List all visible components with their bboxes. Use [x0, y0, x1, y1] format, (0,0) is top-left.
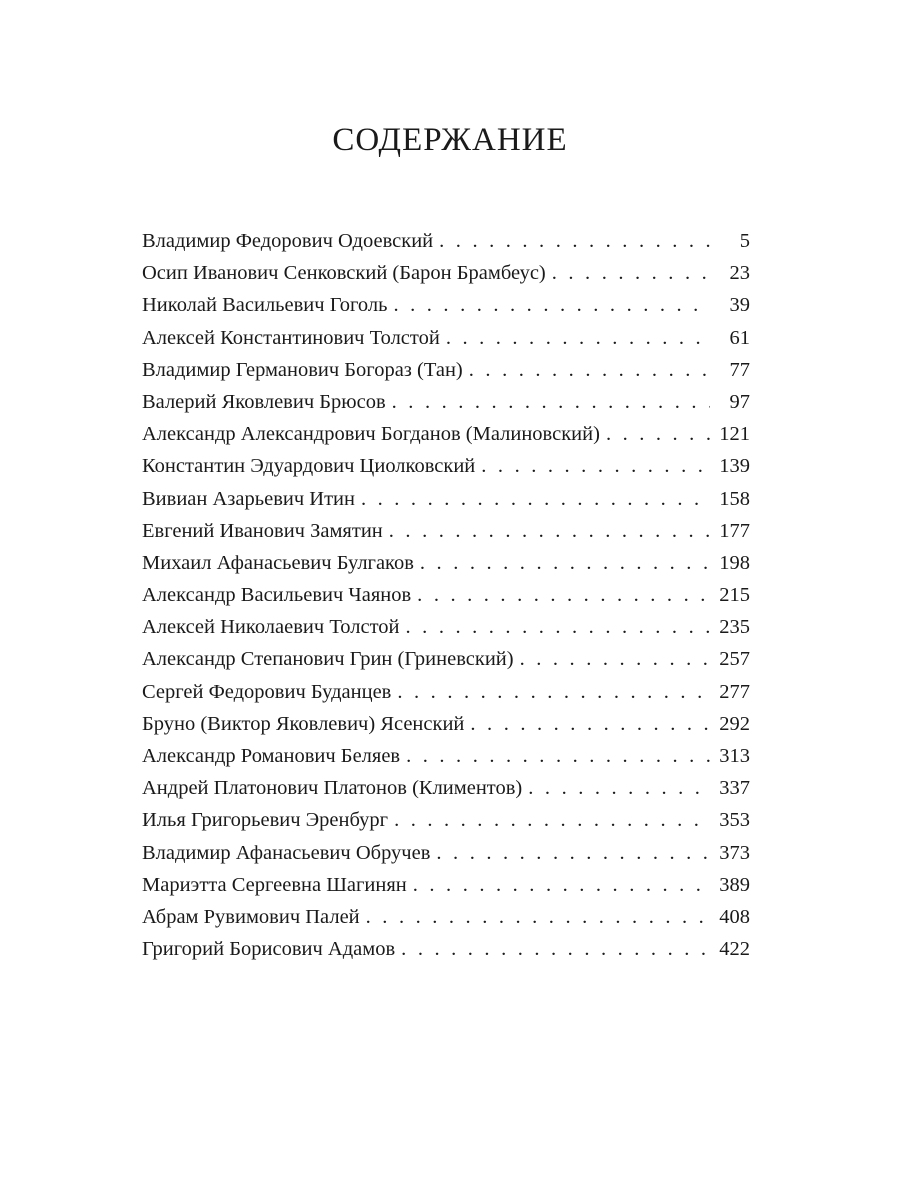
toc-entry-page-number: 353	[719, 809, 750, 832]
dot-leader	[436, 837, 710, 869]
toc-entry-page-number: 97	[729, 390, 750, 413]
toc-entry-page-number: 277	[719, 680, 750, 703]
dot-leader	[394, 804, 710, 836]
toc-entry-title: Владимир Федорович Одоевский	[142, 230, 434, 252]
toc-entry	[142, 676, 750, 708]
toc-entry-page-number: 39	[729, 294, 750, 317]
toc-entry-page-number: 139	[719, 455, 750, 478]
dot-leader	[439, 225, 710, 257]
toc-entry-title: Сергей Федорович Буданцев	[142, 680, 392, 703]
dot-leader	[469, 354, 710, 386]
toc-entry-title: Алексей Константинович Толстой	[142, 326, 440, 349]
dot-leader	[406, 611, 710, 643]
toc-entry	[142, 386, 750, 418]
toc-entry-page-number: 313	[719, 745, 750, 767]
toc-entry	[142, 515, 750, 547]
toc-entry	[142, 225, 750, 257]
toc-entry-title: Бруно (Виктор Яковлевич) Ясенский	[142, 712, 465, 735]
toc-entry-title: Владимир Германович Богораз (Тан)	[142, 358, 463, 381]
toc-entry-page-number: 121	[719, 423, 750, 446]
toc-entry-page-number: 198	[719, 551, 750, 574]
dot-leader	[392, 386, 710, 418]
toc-entry-title: Илья Григорьевич Эренбург	[142, 809, 389, 832]
dot-leader	[413, 869, 710, 901]
dot-leader	[446, 322, 710, 354]
toc-entry-page-number: 77	[729, 358, 750, 381]
toc-entry-title: Алексей Николаевич Толстой	[142, 616, 400, 639]
dot-leader	[481, 450, 710, 482]
toc-entry-page-number: 389	[719, 873, 750, 896]
toc-entry-page-number: 61	[729, 326, 750, 349]
dot-leader	[417, 579, 710, 611]
toc-entry	[142, 740, 750, 772]
toc-entry-title: Александр Васильевич Чаянов	[142, 584, 412, 607]
toc-entry	[142, 418, 750, 450]
toc-entry	[142, 772, 750, 804]
toc-entry-page-number: 158	[719, 487, 750, 510]
toc-entry	[142, 643, 750, 675]
dot-leader	[520, 643, 710, 675]
toc-entry-title: Владимир Афанасьевич Обручев	[142, 841, 431, 864]
toc-entry-title: Андрей Платонович Платонов (Климентов)	[142, 777, 523, 800]
toc-entry	[142, 708, 750, 740]
dot-leader	[406, 740, 710, 772]
dot-leader	[389, 515, 710, 547]
toc-entry	[142, 837, 750, 869]
toc-entry	[142, 450, 750, 482]
page-title: СОДЕРЖАНИЕ	[332, 122, 568, 158]
toc-entry-title: Александр Романович Беляев	[142, 745, 401, 767]
toc-entry-page-number: 5	[739, 230, 750, 252]
toc-entry	[142, 483, 750, 515]
dot-leader	[528, 772, 710, 804]
toc-entry	[142, 547, 750, 579]
toc-entry-title: Николай Васильевич Гоголь	[142, 294, 388, 317]
toc-entry-page-number: 292	[719, 712, 750, 735]
toc-entry-title: Григорий Борисович Адамов	[142, 938, 396, 961]
dot-leader	[606, 418, 710, 450]
toc-entry	[142, 804, 750, 836]
dot-leader	[401, 933, 710, 965]
toc-entry-title: Мариэтта Сергеевна Шагинян	[142, 873, 407, 896]
dot-leader	[397, 676, 710, 708]
toc-entry	[142, 322, 750, 354]
toc-entry-title: Константин Эдуардович Циолковский	[142, 455, 476, 478]
toc-entry-title: Александр Степанович Грин (Гриневский)	[142, 648, 514, 671]
toc-entry-title: Евгений Иванович Замятин	[142, 519, 383, 542]
toc-entry-page-number: 408	[719, 905, 750, 928]
toc-entry	[142, 611, 750, 643]
toc-entry-title: Александр Александрович Богданов (Малиновский)	[142, 423, 600, 446]
dot-leader	[470, 708, 710, 740]
toc-entry-title: Вивиан Азарьевич Итин	[142, 487, 355, 510]
table-of-contents	[142, 225, 750, 965]
toc-entry-page-number: 215	[719, 584, 750, 607]
toc-entry-page-number: 257	[719, 648, 750, 671]
toc-entry-title: Михаил Афанасьевич Булгаков	[142, 551, 414, 574]
dot-leader	[361, 483, 710, 515]
toc-entry-page-number: 177	[719, 519, 750, 542]
toc-entry-title: Осип Иванович Сенковский (Барон Брамбеус)	[142, 262, 546, 285]
toc-entry	[142, 901, 750, 933]
dot-leader	[420, 547, 710, 579]
dot-leader	[393, 289, 710, 321]
toc-entry-page-number: 23	[729, 262, 750, 285]
toc-entry	[142, 354, 750, 386]
toc-entry	[142, 289, 750, 321]
toc-entry-title: Абрам Рувимович Палей	[142, 905, 360, 928]
toc-entry	[142, 869, 750, 901]
toc-entry-page-number: 422	[719, 938, 750, 961]
toc-entry-title: Валерий Яковлевич Брюсов	[142, 390, 386, 413]
dot-leader	[366, 901, 710, 933]
toc-entry-page-number: 337	[719, 777, 750, 800]
toc-entry	[142, 257, 750, 289]
toc-entry-page-number: 373	[719, 841, 750, 864]
dot-leader	[552, 257, 710, 289]
toc-entry-page-number: 235	[719, 616, 750, 639]
toc-entry	[142, 933, 750, 965]
toc-entry	[142, 579, 750, 611]
